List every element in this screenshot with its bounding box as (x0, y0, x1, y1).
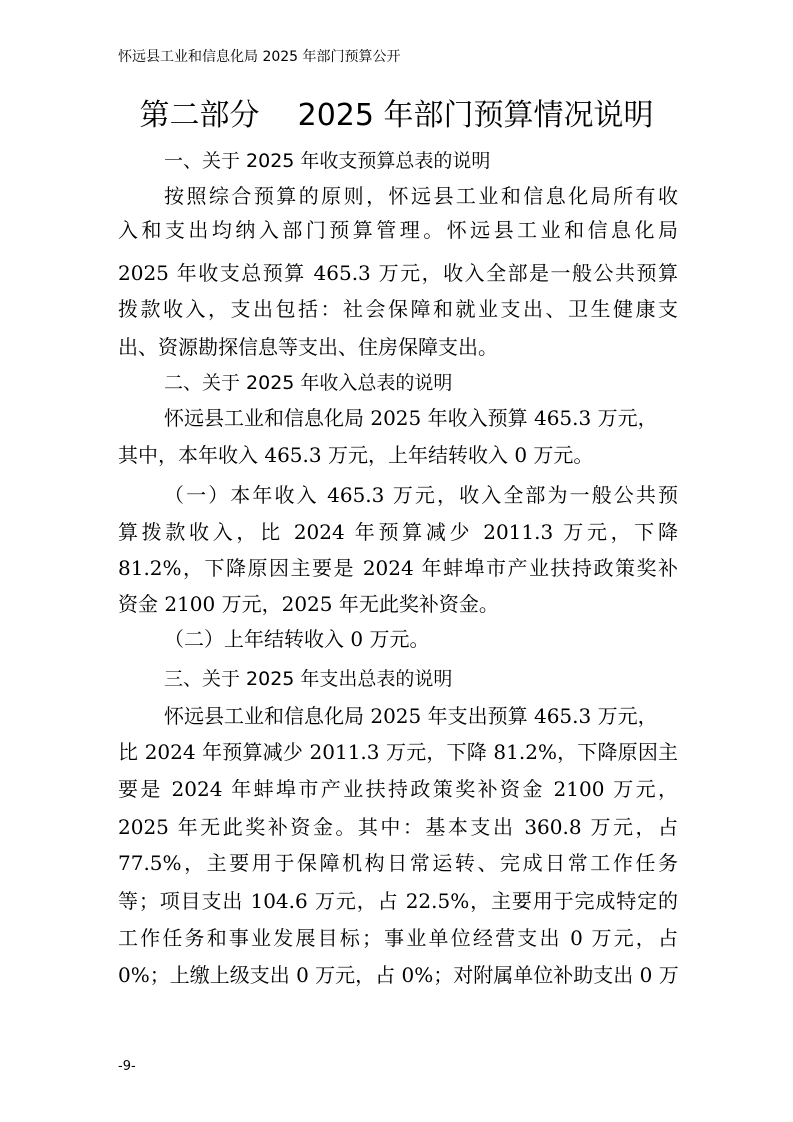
paragraph-line: 其中，本年收入 465.3 万元，上年结转收入 0 万元。 (118, 443, 594, 467)
paragraph-line: 出、资源勘探信息等支出、住房保障支出。 (118, 335, 498, 359)
paragraph-line: 拨款收入，支出包括：社会保障和就业支出、卫生健康支 (118, 297, 678, 321)
page-title: 第二部分 2025 年部门预算情况说明 (139, 98, 654, 133)
section-heading-3: 三、关于 2025 年支出总表的说明 (164, 668, 453, 690)
paragraph-line: 算拨款收入，比 2024 年预算减少 2011.3 万元，下降 (118, 520, 678, 544)
paragraph-line: 工作任务和事业发展目标；事业单位经营支出 0 万元，占 (118, 926, 678, 950)
section-heading-2: 二、关于 2025 年收入总表的说明 (164, 372, 453, 394)
page-number: -9- (118, 1059, 136, 1074)
paragraph-line: 0%；上缴上级支出 0 万元，占 0%；对附属单位补助支出 0 万 (118, 963, 679, 987)
paragraph-line: 比 2024 年预算减少 2011.3 万元，下降 81.2%，下降原因主 (118, 740, 678, 764)
paragraph-line: 要是 2024 年蚌埠市产业扶持政策奖补资金 2100 万元， (118, 777, 678, 801)
paragraph-line: 按照综合预算的原则，怀远县工业和信息化局所有收 (164, 184, 678, 208)
paragraph-line: 81.2%，下降原因主要是 2024 年蚌埠市产业扶持政策奖补 (118, 556, 678, 580)
running-header: 怀远县工业和信息化局 2025 年部门预算公开 (118, 49, 401, 65)
paragraph-line: 2025 年无此奖补资金。其中：基本支出 360.8 万元，占 (118, 815, 678, 839)
paragraph-line: 2025 年收支总预算 465.3 万元，收入全部是一般公共预算 (118, 261, 678, 285)
section-heading-1: 一、关于 2025 年收支预算总表的说明 (164, 150, 491, 172)
paragraph-line: 等；项目支出 104.6 万元，占 22.5%，主要用于完成特定的 (118, 889, 678, 913)
paragraph-line: （二）上年结转收入 0 万元。 (164, 627, 430, 651)
paragraph-line: 77.5%，主要用于保障机构日常运转、完成日常工作任务 (118, 851, 678, 875)
paragraph-line: （一）本年收入 465.3 万元，收入全部为一般公共预 (164, 483, 678, 507)
paragraph-line: 资金 2100 万元，2025 年无此奖补资金。 (118, 592, 499, 616)
paragraph-line: 入和支出均纳入部门预算管理。怀远县工业和信息化局 (118, 218, 678, 242)
paragraph-line: 怀远县工业和信息化局 2025 年支出预算 465.3 万元， (164, 704, 658, 728)
paragraph-line: 怀远县工业和信息化局 2025 年收入预算 465.3 万元， (164, 406, 658, 430)
